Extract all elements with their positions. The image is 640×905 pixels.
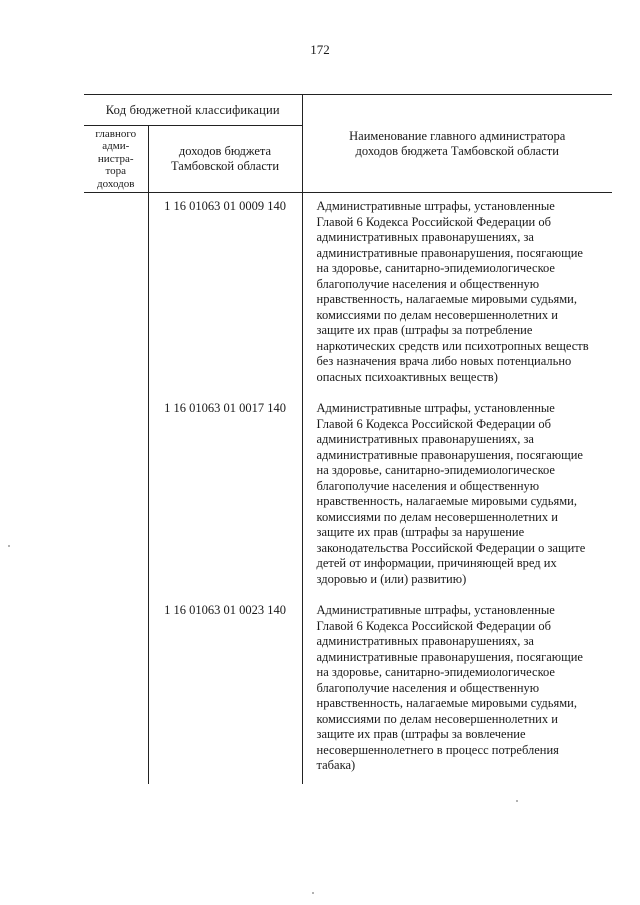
header-chief-administrator: [84, 126, 148, 193]
row-name-cell: [302, 597, 612, 784]
table-row: [84, 597, 612, 784]
row-admin-cell: [84, 395, 148, 597]
budget-classification-table: [84, 94, 612, 784]
scan-speck: [312, 892, 314, 894]
row-name-text: Административные штрафы, установленные Главой 6 Кодекса Российской Федерации об административных правонарушениях, за административные правонарушения, посягающие на здоровье, санитарно-эпидемиологическое благополучие населения и общественную нравственность, налагаемые мировыми судьями, комиссиями по делам несовершеннолетних и защите их прав (штрафы за вовлечение несовершеннолетнего в процесс потребления табака): [316, 603, 583, 772]
row-name-text: Административные штрафы, установленные Главой 6 Кодекса Российской Федерации об административных правонарушениях, за административные правонарушения, посягающие на здоровье, санитарно-эпидемиологическое благополучие населения и общественную нравственность, налагаемые мировыми судьями, комиссиями по делам несовершеннолетних и защите их прав (штрафы за нарушение законодательства Российской Федерации о защите детей от информации, причиняющей вред их здоровью и (или) развитию): [316, 401, 586, 586]
header-administrator-name-text: Наименование главного администратора доходов бюджета Тамбовской области: [349, 128, 566, 158]
row-code-cell: 1 16 01063 01 0009 140: [148, 193, 302, 396]
header-revenue-code-text: доходов бюджета Тамбовской области: [170, 144, 280, 173]
row-code-cell: 1 16 01063 01 0017 140: [148, 395, 302, 597]
scan-speck: [516, 800, 518, 802]
scan-speck: [8, 545, 10, 547]
header-budget-classification-code: Код бюджетной классификации: [84, 95, 302, 126]
table-row: [84, 193, 612, 396]
table-row: [84, 395, 612, 597]
row-admin-cell: [84, 193, 148, 396]
page-number: 172: [310, 42, 330, 57]
header-chief-administrator-text: главного адми- нистра- тора доходов: [95, 127, 137, 190]
row-name-cell: [302, 395, 612, 597]
header-revenue-code: [148, 126, 302, 193]
row-admin-cell: [84, 597, 148, 784]
row-code-cell: 1 16 01063 01 0023 140: [148, 597, 302, 784]
header-administrator-name: [302, 95, 612, 193]
table-header-row-group: [84, 95, 612, 126]
row-name-cell: [302, 193, 612, 396]
row-name-text: Административные штрафы, установленные Главой 6 Кодекса Российской Федерации об административных правонарушениях, за административные правонарушения, посягающие на здоровье, санитарно-эпидемиологическое благополучие населения и общественную нравственность, налагаемые мировыми судьями, комиссиями по делам несовершеннолетних и защите их прав (штрафы за потребление наркотических средств или психотропных веществ без назначения врача либо новых потенциально опасных психоактивных веществ): [316, 199, 589, 384]
